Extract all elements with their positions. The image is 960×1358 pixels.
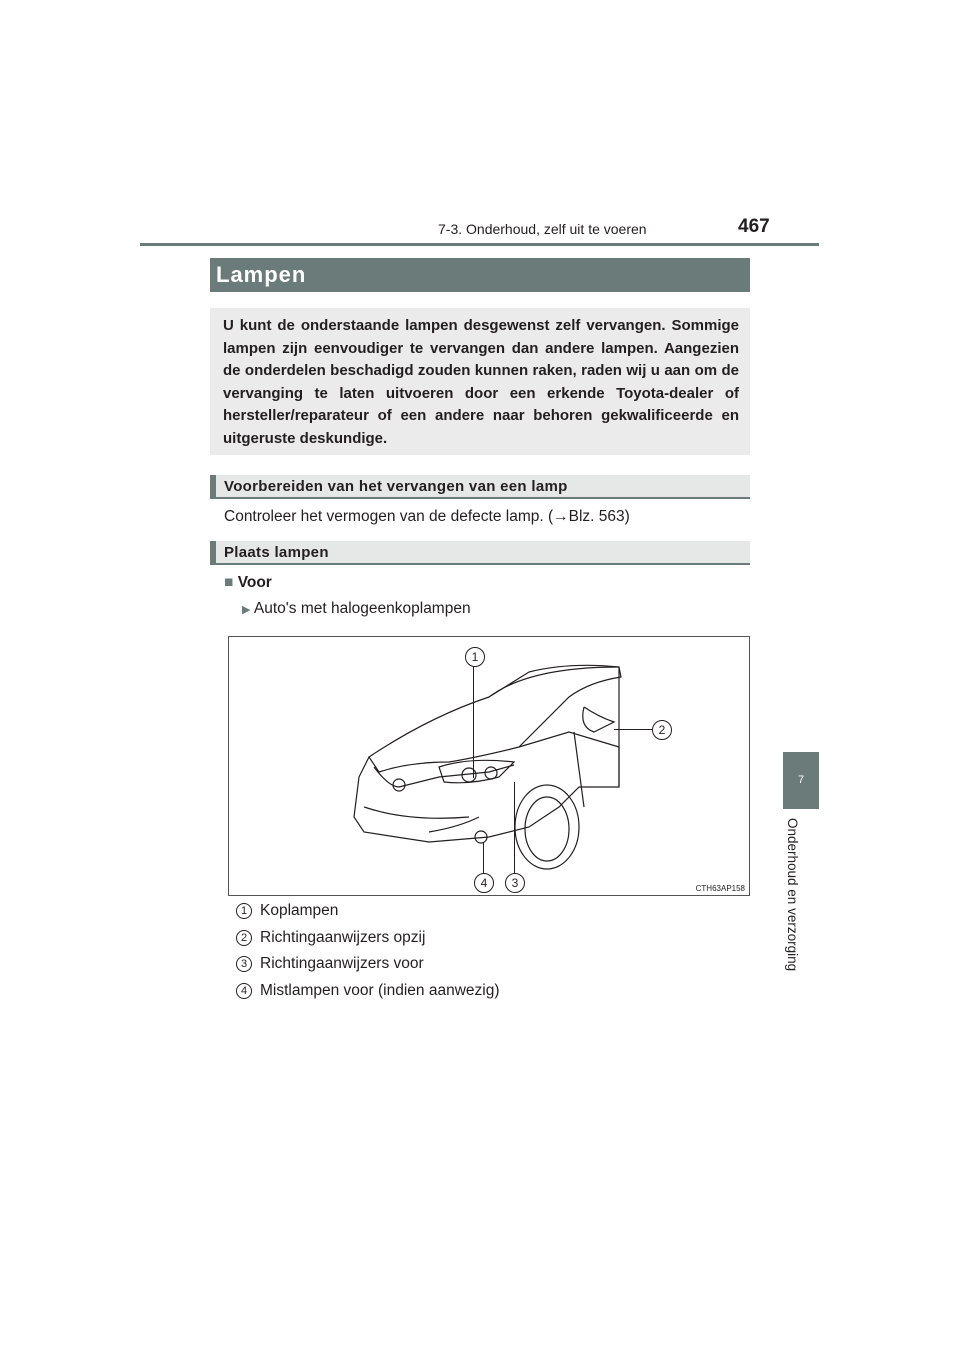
prep-heading: Voorbereiden van het vervangen van een lamp bbox=[210, 475, 750, 499]
callout-4: 4 bbox=[474, 873, 494, 893]
car-illustration bbox=[228, 636, 750, 896]
vehicle-variant: ▶ Auto's met halogeenkoplampen bbox=[242, 600, 471, 617]
callout-line bbox=[483, 842, 484, 873]
legend-item: 1 Koplampen bbox=[236, 902, 338, 920]
callout-3: 3 bbox=[505, 873, 525, 893]
callout-2: 2 bbox=[652, 720, 672, 740]
header-divider bbox=[140, 243, 819, 246]
page-title: Lampen bbox=[210, 258, 750, 292]
prep-text: Controleer het vermogen van de defecte lamp. (→Blz. 563) bbox=[224, 508, 630, 525]
square-bullet-icon: ■ bbox=[224, 574, 234, 591]
callout-line bbox=[473, 666, 474, 778]
triangle-bullet-icon: ▶ bbox=[242, 604, 251, 616]
callout-1: 1 bbox=[465, 647, 485, 667]
legend-item: 3 Richtingaanwijzers voor bbox=[236, 955, 424, 973]
section-header: 7-3. Onderhoud, zelf uit te voeren bbox=[438, 221, 647, 237]
chapter-label: Onderhoud en verzorging bbox=[785, 818, 800, 972]
arrow-icon: → bbox=[553, 508, 569, 525]
front-heading: ■ Voor bbox=[224, 574, 272, 591]
callout-line bbox=[514, 782, 515, 873]
locations-heading: Plaats lampen bbox=[210, 541, 750, 565]
car-front-drawing bbox=[229, 637, 749, 895]
intro-box: U kunt de onderstaande lampen desgewenst zelf vervangen. Sommige lampen zijn eenvoudiger te vervangen dan andere lampen. Aangezien de onderdelen beschadigd zouden kunnen raken, raden wij u aan om de vervanging te laten uitvoeren door een erkende Toyota-dealer of hersteller/reparateur of een andere naar behoren gekwalificeerde en uitgeruste deskundige. bbox=[210, 308, 750, 455]
page-number: 467 bbox=[738, 216, 770, 237]
legend-item: 4 Mistlampen voor (indien aanwezig) bbox=[236, 982, 500, 1000]
callout-line bbox=[614, 729, 652, 730]
legend-item: 2 Richtingaanwijzers opzij bbox=[236, 929, 425, 947]
page-link[interactable]: Blz. 563) bbox=[568, 508, 630, 525]
figure-code: CTH63AP158 bbox=[695, 884, 745, 893]
chapter-tab[interactable]: 7 bbox=[783, 752, 819, 809]
